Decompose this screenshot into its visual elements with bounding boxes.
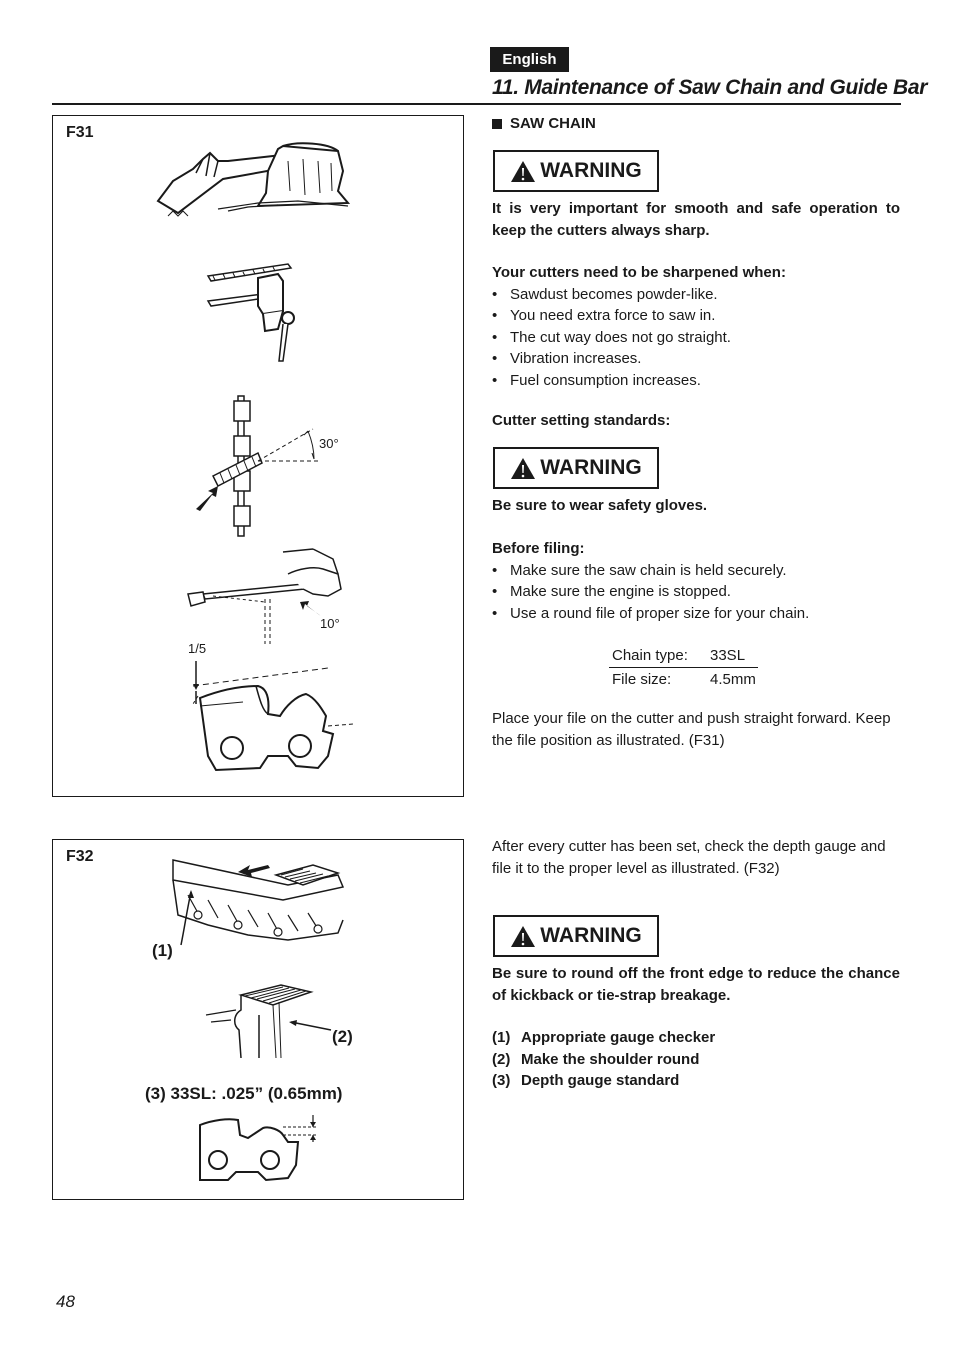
saw-chain-heading-text: SAW CHAIN [510,115,596,132]
cutter-standards-heading: Cutter setting standards: [492,412,671,429]
callout-1-leader [171,890,211,950]
depth-gauge-text: After every cutter has been set, check the depth gauge and file it to the proper level as illustrated. (F32) [492,838,886,877]
item-text: Make the shoulder round [521,1050,700,1068]
depth-gauge-caption: (3) 33SL: .025” (0.65mm) [145,1084,343,1103]
item-number: (2) [492,1050,511,1068]
table-value: 33SL [710,646,746,664]
rounded-shoulder-illustration [201,980,371,1060]
cutter-profile-illustration [188,656,388,781]
warning-box-1 [493,150,659,192]
chain-spec-table [609,644,758,690]
figure-label: F31 [66,124,94,141]
table-value: 4.5mm [710,670,756,688]
before-filing-heading: Before filing: [492,540,585,557]
warning-label: WARNING [540,924,642,947]
list-item: • Sawdust becomes powder-like. [492,284,900,306]
file-instructions: Place your file on the cutter and push straight forward. Keep the file position as illustrated. (F31) [492,710,891,749]
depth-gauge-profile-illustration [188,1110,328,1185]
square-bullet-icon [492,119,502,129]
list-item: • You need extra force to saw in. [492,305,900,327]
list-item: • Make sure the engine is stopped. [492,581,900,603]
list-item: • Make sure the saw chain is held securely. [492,560,900,582]
chain-vise-illustration [203,256,313,366]
angle-30-label: 30° [319,436,339,451]
list-item: • Use a round file of proper size for your chain. [492,603,900,625]
sharpen-list [492,284,900,392]
callout-2: (2) [332,1027,353,1046]
list-item [492,1049,900,1071]
before-filing-section [492,538,900,624]
item-text: Appropriate gauge checker [521,1029,716,1046]
file-angle-30-illustration [188,391,368,541]
header-rule [52,103,901,105]
saw-chain-heading [492,113,900,135]
warning-3-text: Be sure to round off the front edge to reduce the chance of kickback or tie-strap breakage. [492,965,900,1004]
figure-label: F32 [66,848,94,865]
list-item [492,1027,900,1049]
angle-10-label: 10° [320,616,340,631]
table-row [609,668,758,690]
callout-1: (1) [152,941,173,960]
figure-f31 [52,115,464,797]
chainsaw-cutting-illustration [148,131,368,221]
sharpen-section [492,262,900,391]
warning-box-3 [493,915,659,957]
warning-triangle-icon [510,160,536,183]
warning-box-2 [493,447,659,489]
saw-chain-section [492,113,900,135]
sharpen-heading: Your cutters need to be sharpened when: [492,264,786,281]
table-row [609,644,758,668]
warning-label: WARNING [540,456,642,479]
numbered-list [492,1027,900,1092]
warning-label: WARNING [540,159,642,182]
warning-2-text: Be sure to wear safety gloves. [492,497,708,514]
warning-1-text: It is very important for smooth and safe operation to keep the cutters always sharp. [492,200,900,239]
before-filing-list [492,560,900,625]
language-tab: English [490,47,569,72]
item-text: Depth gauge standard [521,1072,680,1089]
item-number: (1) [492,1029,511,1046]
warning-triangle-icon [510,925,536,948]
warning-triangle-icon [510,457,536,480]
page-number: 48 [56,1292,75,1311]
list-item: • Fuel consumption increases. [492,370,900,392]
section-title: 11. Maintenance of Saw Chain and Guide Bar [492,76,928,99]
item-number: (3) [492,1072,511,1089]
table-key: File size: [612,670,672,688]
list-item: • The cut way does not go straight. [492,327,900,349]
list-item: • Vibration increases. [492,348,900,370]
figure-f32 [52,839,464,1200]
fraction-label: 1/5 [188,641,207,656]
list-item [492,1070,900,1092]
table-key: Chain type: [612,646,688,664]
